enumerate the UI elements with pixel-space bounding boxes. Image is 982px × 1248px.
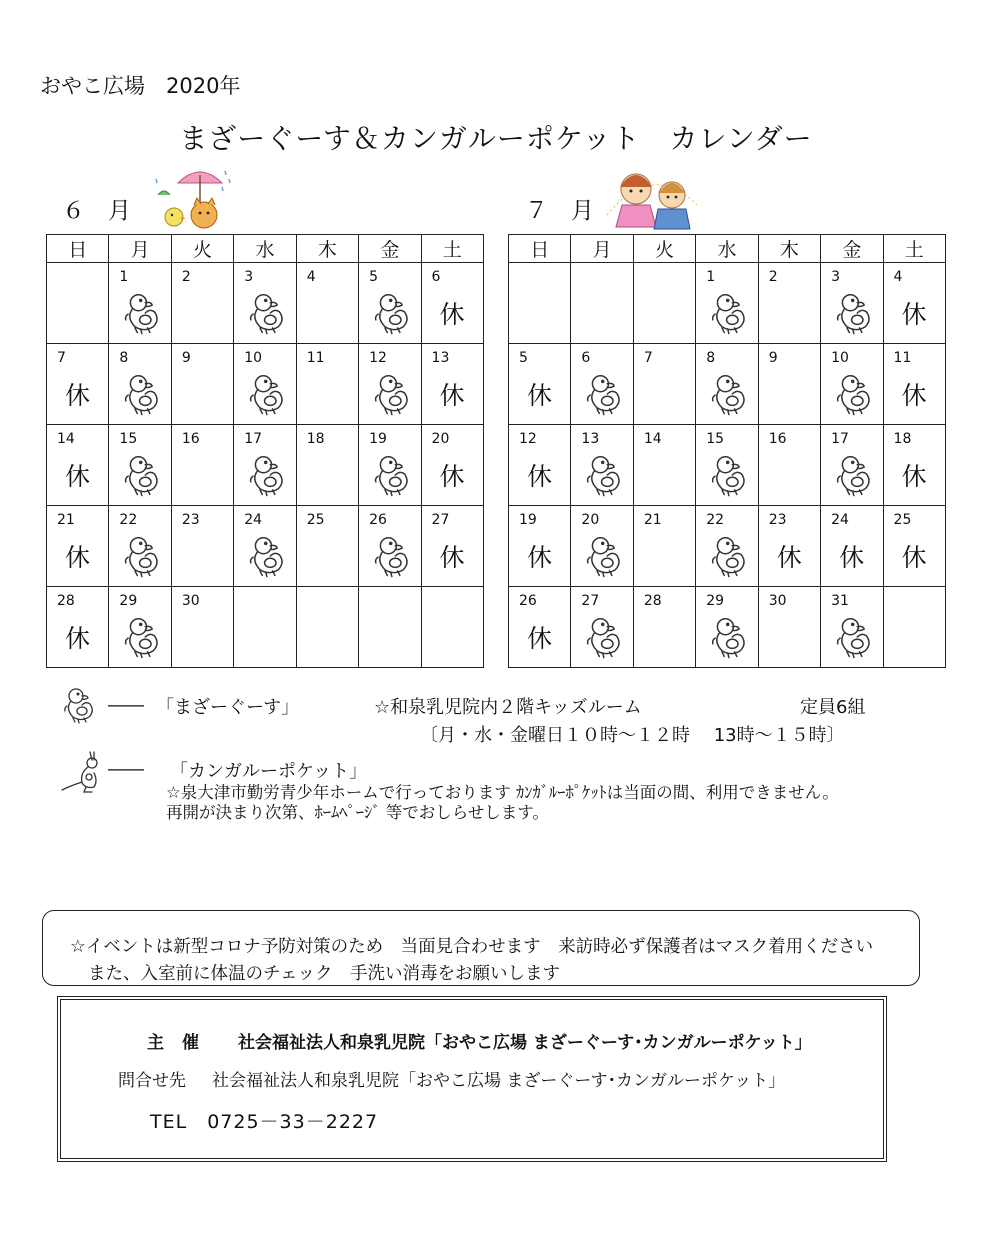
kangaroo-note: 再開が決まり次第、ﾎｰﾑﾍﾟｰｼﾞ 等でおしらせします。 <box>166 803 549 822</box>
weekday-header: 金 <box>359 235 421 263</box>
closed-mark: 休 <box>527 381 553 410</box>
day-number: 15 <box>119 431 138 447</box>
duck-icon <box>831 613 879 661</box>
day-number: 7 <box>57 350 66 366</box>
calendar-day-cell <box>509 587 571 668</box>
calendar-day-cell <box>696 263 758 344</box>
calendar-day-cell <box>883 344 945 425</box>
legend-dash: ―― <box>108 759 144 780</box>
day-number: 14 <box>57 431 75 447</box>
calendar-day-cell <box>47 425 109 506</box>
calendar-day-cell <box>359 506 421 587</box>
day-number: 22 <box>119 512 138 528</box>
calendar-day-cell <box>758 425 820 506</box>
calendar-week-row <box>509 263 946 344</box>
tanabata-children-illustration <box>602 165 702 237</box>
calendar-day-cell <box>633 506 695 587</box>
day-number: 11 <box>306 350 325 366</box>
duck-icon <box>581 613 629 661</box>
day-number: 18 <box>893 431 912 447</box>
mothergoose-hours: 〔月・水・金曜日１０時～１２時 13時～１５時〕 <box>420 725 845 746</box>
calendar-day-cell <box>421 587 483 668</box>
duck-icon <box>706 370 754 418</box>
day-number: 1 <box>119 269 129 285</box>
day-number: 22 <box>706 512 725 528</box>
calendar-day-cell <box>47 263 109 344</box>
duck-icon <box>581 451 629 499</box>
calendar-day-cell <box>696 506 758 587</box>
day-number: 2 <box>181 269 191 285</box>
duck-icon <box>831 289 879 337</box>
calendar-day-cell <box>571 425 633 506</box>
calendar-week-row <box>47 506 484 587</box>
calendar-day-cell <box>359 263 421 344</box>
day-number: 30 <box>181 593 200 609</box>
day-number: 28 <box>643 593 662 609</box>
day-number: 30 <box>768 593 787 609</box>
day-number: 10 <box>831 350 849 366</box>
calendar-day-cell <box>234 425 296 506</box>
duck-icon <box>706 532 754 580</box>
calendar-day-cell <box>421 425 483 506</box>
weekday-header: 土 <box>421 235 483 263</box>
duck-icon <box>119 289 167 337</box>
day-number: 12 <box>369 350 387 366</box>
calendar-day-cell <box>359 425 421 506</box>
june-calendar <box>46 234 484 668</box>
weekday-header: 土 <box>883 235 945 263</box>
calendar-day-cell <box>47 587 109 668</box>
day-number: 8 <box>706 350 716 366</box>
mothergoose-capacity: 定員6組 <box>800 697 866 718</box>
duck-icon <box>831 451 879 499</box>
calendar-day-cell <box>821 263 883 344</box>
calendar-day-cell <box>696 344 758 425</box>
calendar-day-cell <box>171 425 233 506</box>
closed-mark: 休 <box>527 624 553 653</box>
calendar-day-cell <box>509 425 571 506</box>
day-number: 15 <box>706 431 725 447</box>
day-number: 5 <box>519 350 528 366</box>
calendar-week-row <box>509 506 946 587</box>
calendar-day-cell <box>171 344 233 425</box>
closed-mark: 休 <box>901 381 927 410</box>
day-number: 29 <box>119 593 138 609</box>
legend-dash: ―― <box>108 695 144 716</box>
contact-label: 問合せ先 <box>118 1071 186 1091</box>
calendar-day-cell <box>696 587 758 668</box>
duck-icon <box>119 370 167 418</box>
calendar-week-row <box>47 425 484 506</box>
duck-icon <box>369 370 417 418</box>
closed-mark: 休 <box>65 543 91 572</box>
calendar-day-cell <box>509 344 571 425</box>
closed-mark: 休 <box>439 300 465 329</box>
calendar-day-cell <box>421 506 483 587</box>
closed-mark: 休 <box>901 300 927 329</box>
calendar-day-cell <box>47 344 109 425</box>
calendar-day-cell <box>758 344 820 425</box>
calendar-day-cell <box>883 506 945 587</box>
calendar-day-cell <box>296 506 358 587</box>
day-number: 1 <box>706 269 716 285</box>
weekday-header: 月 <box>109 235 171 263</box>
day-number: 17 <box>831 431 849 447</box>
duck-icon <box>369 451 417 499</box>
calendar-day-cell <box>296 425 358 506</box>
day-number: 10 <box>244 350 263 366</box>
day-number: 16 <box>181 431 200 447</box>
day-number: 9 <box>768 350 778 366</box>
duck-icon <box>706 289 754 337</box>
june-label: ６ 月 <box>62 198 131 224</box>
day-number: 8 <box>119 350 129 366</box>
calendar-day-cell <box>509 263 571 344</box>
calendar-week-row <box>509 587 946 668</box>
day-number: 4 <box>306 269 316 285</box>
contact-value: 社会福祉法人和泉乳児院「おやこ広場 まざーぐーす･カンガルーポケット」 <box>212 1071 786 1091</box>
notice-line: また、入室前に体温のチェック 手洗い消毒をお願いします <box>88 964 560 984</box>
day-number: 26 <box>369 512 387 528</box>
duck-icon <box>581 532 629 580</box>
day-number: 27 <box>581 593 600 609</box>
calendar-day-cell <box>109 425 171 506</box>
duck-icon <box>244 289 292 337</box>
calendar-day-cell <box>47 506 109 587</box>
closed-mark: 休 <box>65 624 91 653</box>
day-number: 6 <box>431 269 441 285</box>
day-number: 24 <box>244 512 263 528</box>
day-number: 12 <box>519 431 537 447</box>
day-number: 28 <box>57 593 75 609</box>
day-number: 5 <box>369 269 379 285</box>
calendar-day-cell <box>633 263 695 344</box>
weekday-header: 日 <box>47 235 109 263</box>
calendar-day-cell <box>234 587 296 668</box>
calendar-day-cell <box>883 425 945 506</box>
calendar-day-cell <box>633 425 695 506</box>
day-number: 2 <box>768 269 778 285</box>
closed-mark: 休 <box>776 543 802 572</box>
day-number: 19 <box>369 431 387 447</box>
calendar-day-cell <box>883 263 945 344</box>
weekday-header: 日 <box>509 235 571 263</box>
day-number: 26 <box>519 593 537 609</box>
calendar-day-cell <box>571 506 633 587</box>
page-title: まざーぐーす＆カンガルーポケット カレンダー <box>179 122 813 155</box>
july-calendar <box>508 234 946 668</box>
org-year-heading: おやこ広場 2020年 <box>40 74 241 98</box>
calendar-day-cell <box>109 263 171 344</box>
calendar-day-cell <box>109 587 171 668</box>
calendar-week-row <box>509 425 946 506</box>
weekday-header: 月 <box>571 235 633 263</box>
closed-mark: 休 <box>439 381 465 410</box>
calendar-week-row <box>47 263 484 344</box>
closed-mark: 休 <box>901 543 927 572</box>
day-number: 17 <box>244 431 263 447</box>
calendar-day-cell <box>821 506 883 587</box>
day-number: 3 <box>831 269 841 285</box>
duck-icon <box>119 532 167 580</box>
closed-mark: 休 <box>839 543 865 572</box>
kangaroo-note: ☆泉大津市勤労青少年ホームで行っております ｶﾝｶﾞﾙｰﾎﾟｹｯﾄは当面の間、利用できません。 <box>166 783 839 802</box>
closed-mark: 休 <box>527 462 553 491</box>
calendar-day-cell <box>571 263 633 344</box>
weekday-header: 水 <box>234 235 296 263</box>
weekday-header: 火 <box>171 235 233 263</box>
day-number: 25 <box>306 512 325 528</box>
weekday-header: 火 <box>633 235 695 263</box>
calendar-day-cell <box>571 587 633 668</box>
duck-icon <box>244 532 292 580</box>
calendar-day-cell <box>758 587 820 668</box>
mothergoose-location: ☆和泉乳児院内２階キッズルーム <box>374 697 642 718</box>
host-value: 社会福祉法人和泉乳児院「おやこ広場 まざーぐーす･カンガルーポケット」 <box>238 1033 812 1053</box>
day-number: 13 <box>431 350 450 366</box>
calendar-day-cell <box>421 263 483 344</box>
calendar-day-cell <box>109 344 171 425</box>
host-label: 主催 <box>147 1033 217 1053</box>
kangaroo-name: 「カンガルーポケット」 <box>170 761 368 782</box>
calendar-day-cell <box>109 506 171 587</box>
day-number: 4 <box>893 269 903 285</box>
calendar-day-cell <box>359 587 421 668</box>
telephone: TEL 0725－33－2227 <box>150 1111 379 1133</box>
day-number: 21 <box>643 512 662 528</box>
calendar-week-row <box>47 344 484 425</box>
day-number: 11 <box>893 350 912 366</box>
calendar-day-cell <box>296 263 358 344</box>
july-label: ７ 月 <box>525 198 594 224</box>
day-number: 29 <box>706 593 725 609</box>
calendar-day-cell <box>359 344 421 425</box>
duck-icon <box>119 451 167 499</box>
notice-line: ☆イベントは新型コロナ予防対策のため 当面見合わせます 来訪時必ず保護者はマスク着用ください <box>70 937 874 957</box>
day-number: 25 <box>893 512 912 528</box>
umbrella-animals-illustration <box>150 165 232 233</box>
duck-icon <box>369 532 417 580</box>
duck-icon <box>60 684 102 728</box>
weekday-header: 金 <box>821 235 883 263</box>
day-number: 23 <box>181 512 200 528</box>
calendar-day-cell <box>171 506 233 587</box>
closed-mark: 休 <box>527 543 553 572</box>
day-number: 24 <box>831 512 849 528</box>
kangaroo-icon <box>60 748 106 794</box>
day-number: 20 <box>581 512 600 528</box>
duck-icon <box>369 289 417 337</box>
weekday-header: 木 <box>758 235 820 263</box>
day-number: 27 <box>431 512 450 528</box>
calendar-day-cell <box>171 587 233 668</box>
day-number: 16 <box>768 431 787 447</box>
duck-icon <box>581 370 629 418</box>
day-number: 9 <box>181 350 191 366</box>
calendar-day-cell <box>758 263 820 344</box>
day-number: 6 <box>581 350 591 366</box>
duck-icon <box>119 613 167 661</box>
calendar-day-cell <box>296 587 358 668</box>
closed-mark: 休 <box>439 543 465 572</box>
day-number: 18 <box>306 431 325 447</box>
calendar-day-cell <box>633 587 695 668</box>
day-number: 21 <box>57 512 75 528</box>
calendar-day-cell <box>821 425 883 506</box>
closed-mark: 休 <box>65 381 91 410</box>
closed-mark: 休 <box>439 462 465 491</box>
calendar-day-cell <box>696 425 758 506</box>
duck-icon <box>244 370 292 418</box>
mothergoose-name: 「まざーぐーす」 <box>156 697 300 718</box>
day-number: 23 <box>768 512 787 528</box>
calendar-day-cell <box>234 344 296 425</box>
calendar-day-cell <box>883 587 945 668</box>
weekday-header: 水 <box>696 235 758 263</box>
day-number: 7 <box>643 350 653 366</box>
duck-icon <box>706 451 754 499</box>
day-number: 31 <box>831 593 849 609</box>
day-number: 20 <box>431 431 450 447</box>
duck-icon <box>244 451 292 499</box>
calendar-day-cell <box>758 506 820 587</box>
calendar-day-cell <box>633 344 695 425</box>
calendar-day-cell <box>234 506 296 587</box>
calendar-day-cell <box>821 587 883 668</box>
duck-icon <box>706 613 754 661</box>
calendar-day-cell <box>821 344 883 425</box>
calendar-week-row <box>509 344 946 425</box>
calendar-day-cell <box>234 263 296 344</box>
day-number: 13 <box>581 431 600 447</box>
calendar-day-cell <box>296 344 358 425</box>
calendar-day-cell <box>571 344 633 425</box>
day-number: 19 <box>519 512 537 528</box>
weekday-header: 木 <box>296 235 358 263</box>
calendar-day-cell <box>421 344 483 425</box>
closed-mark: 休 <box>65 462 91 491</box>
calendar-week-row <box>47 587 484 668</box>
day-number: 3 <box>244 269 254 285</box>
closed-mark: 休 <box>901 462 927 491</box>
calendar-day-cell <box>509 506 571 587</box>
duck-icon <box>831 370 879 418</box>
day-number: 14 <box>643 431 662 447</box>
calendar-day-cell <box>171 263 233 344</box>
